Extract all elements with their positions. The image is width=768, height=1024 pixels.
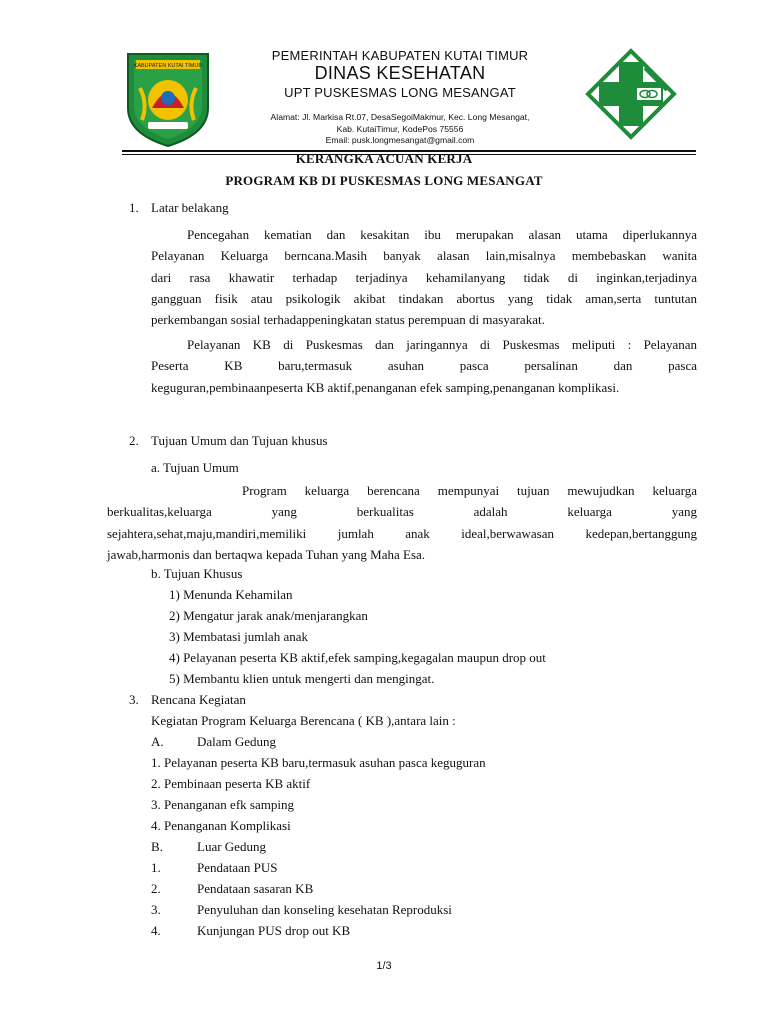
luar-gedung-number: 2.	[151, 881, 161, 896]
group-a-title: Dalam Gedung	[197, 734, 277, 749]
email-line: Email: pusk.longmesangat@gmail.com	[325, 135, 475, 145]
p2-line: Pelayanan KB di Puskesmas dan jaringannya di Puskesmas meliputi : Pelayanan	[187, 337, 697, 352]
p1-line: dari rasa khawatir terhadap terjadinya kehamilanyang tidak di inginkan,terjadinya	[151, 269, 697, 285]
section-3-heading: Rencana Kegiatan	[151, 692, 246, 707]
luar-gedung-number: 1.	[151, 860, 161, 875]
tu-line: berkualitas,keluarga yang berkualitas adalah keluarga yang	[107, 504, 697, 520]
luar-gedung-item: Pendataan PUS	[197, 860, 278, 875]
group-b-label: B.	[151, 839, 163, 854]
p2-line: Peserta KB baru,termasuk asuhan pasca persalinan dan pasca	[151, 358, 697, 374]
dalam-gedung-item: 2. Pembinaan peserta KB aktif	[151, 776, 311, 791]
luar-gedung-item: Penyuluhan dan konseling kesehatan Reproduksi	[197, 902, 452, 917]
letterhead-text	[230, 48, 570, 147]
dalam-gedung-item: 1. Pelayanan peserta KB baru,termasuk asuhan pasca keguguran	[151, 755, 486, 770]
luar-gedung-item: Kunjungan PUS drop out KB	[197, 923, 351, 938]
p1-line: Pencegahan kematian dan kesakitan ibu merupakan alasan utama diperlukannya	[187, 227, 697, 242]
kegiatan-intro: Kegiatan Program Keluarga Berencana ( KB ),antara lain :	[151, 713, 456, 728]
gov-name: PEMERINTAH KABUPATEN KUTAI TIMUR	[271, 48, 529, 63]
luar-gedung-number: 4.	[151, 923, 161, 938]
doc-title: KERANGKA ACUAN KERJA	[295, 151, 473, 166]
tujuan-khusus-item: 5) Membantu klien untuk mengerti dan mengingat.	[169, 671, 435, 686]
agency-name: DINAS KESEHATAN	[314, 63, 486, 83]
section-2-heading: Tujuan Umum dan Tujuan khusus	[151, 433, 328, 448]
address-block	[230, 112, 570, 147]
p1-line: gangguan fisik atau psikologik akibat tindakan abortus yang tidak aman,serta tuntutan	[151, 290, 697, 306]
unit-name: UPT PUSKESMAS LONG MESANGAT	[284, 85, 516, 100]
luar-gedung-number: 3.	[151, 902, 161, 917]
address-line-2: Kab. KutaiTimur, KodePos 75556	[336, 123, 464, 134]
dalam-gedung-item: 3. Penanganan efk samping	[151, 797, 294, 812]
section-1-number: 1.	[129, 200, 139, 215]
section-1-paragraph-1	[151, 224, 697, 330]
address-line-1: Alamat: Jl. Markisa Rt.07, DesaSegoiMakmur, Kec. Long Mesangat,	[270, 112, 530, 122]
tu-line: sejahtera,sehat,maju,mandiri,memiliki jumlah anak ideal,berwawasan kedepan,bertanggung	[107, 525, 697, 541]
page-number: 1/3	[376, 960, 392, 972]
tujuan-khusus-item: 1) Menunda Kehamilan	[169, 587, 293, 602]
tujuan-khusus-heading: b. Tujuan Khusus	[151, 566, 243, 581]
doc-subtitle: PROGRAM KB DI PUSKESMAS LONG MESANGAT	[225, 173, 543, 188]
tujuan-khusus-item: 2) Mengatur jarak anak/menjarangkan	[169, 608, 368, 623]
puskesmas-logo-icon	[585, 48, 677, 140]
emblem-banner-text: KABUPATEN KUTAI TIMUR	[133, 63, 203, 69]
section-1-heading: Latar belakang	[151, 200, 229, 215]
section-3-number: 3.	[129, 692, 139, 707]
group-b-title: Luar Gedung	[197, 839, 266, 854]
tu-line: Program keluarga berencana mempunyai tujuan mewujudkan keluarga	[242, 483, 697, 498]
tujuan-umum-heading: a. Tujuan Umum	[151, 460, 239, 475]
group-a-label: A.	[151, 734, 164, 749]
p2-line: keguguran,pembinaanpeserta KB aktif,penanganan efek samping,penanganan komplikasi.	[151, 379, 620, 395]
tujuan-khusus-item: 4) Pelayanan peserta KB aktif,efek samping,kegagalan maupun drop out	[169, 650, 546, 665]
luar-gedung-item: Pendataan sasaran KB	[197, 881, 314, 896]
tujuan-umum-paragraph	[107, 480, 697, 565]
section-2-number: 2.	[129, 433, 139, 448]
p1-line: perkembangan sosial terhadappeningkatan status perempuan di masyarakat.	[151, 312, 545, 328]
kutai-timur-emblem-icon	[122, 48, 214, 148]
tujuan-khusus-item: 3) Membatasi jumlah anak	[169, 629, 308, 644]
section-1-paragraph-2	[151, 334, 697, 398]
letterhead	[0, 0, 768, 152]
dalam-gedung-item: 4. Penanganan Komplikasi	[151, 818, 291, 833]
tu-line: jawab,harmonis dan bertaqwa kepada Tuhan yang Maha Esa.	[107, 546, 426, 562]
p1-line: Pelayanan Keluarga berncana.Masih banyak alasan lain,misalnya membebaskan wanita	[151, 248, 697, 264]
